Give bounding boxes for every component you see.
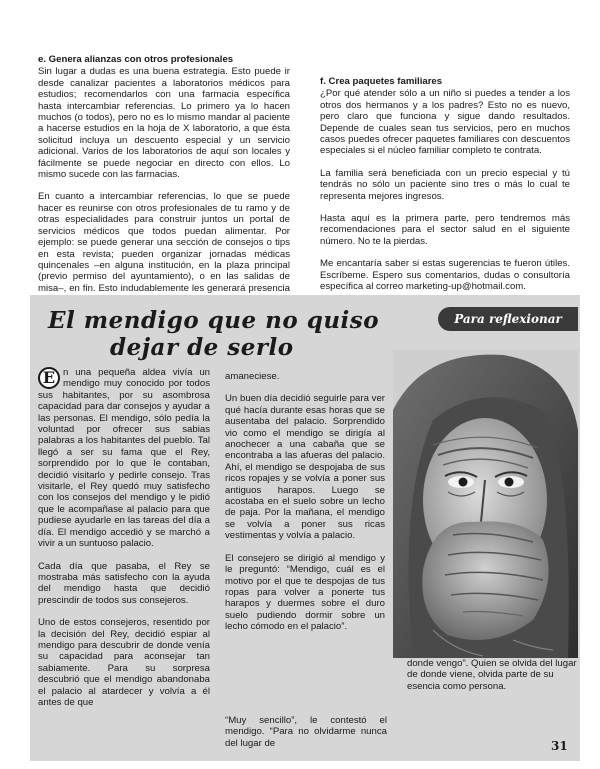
section-e-paragraph: En cuanto a intercambiar referencias, lo que se puede hacer es reunirse con otros profesionales de tu ramo y de otras especialidades para construir juntos un portal de servicios médicos que todos puedan alimentar. Por ejemplo: se puede generar una sección de consejos o tips en esta revista; pueden organizar jornadas médicas quincenales –en alguna institución, en la plaza principal (previo permiso del ayuntamiento), o en las salidas de misa–, en fin. Esto indudablemente les generará presencia: [38, 191, 290, 294]
section-f-paragraph: Me encantaría saber si estas sugerencias te fueron útiles. Escríbeme. Espero sus comentarios, dudas o consultoría específica al correo marketing-up@hotmail.com.: [320, 258, 570, 293]
page-number: 31: [551, 739, 568, 753]
story-first-paragraph-text: n una pequeña aldea vivía un mendigo muy conocido por todos sus habitantes, por su asombrosa capacidad para dar consejos y ayudar a las personas. El mendigo, sólo pedía la voluntad por ofrecer sus sabias palabras a los habitantes del pueblo. Tal llegó a ser su fama que el Rey, sorprendido por lo que le contaban, decidió visitarlo y pedirle consejo. Tras visitarle, el Rey quedó muy satisfecho con los consejos del mendigo y le pidió que le acompañase al palacio para que pudiese ayudarle en las tareas del día a día. El mendigo accedió y se marchó a vivir a un suntuoso palacio.: [38, 367, 210, 550]
story-paragraph: amaneciese.: [225, 371, 280, 382]
section-f-paragraph: La familia será beneficiada con un precio especial y tú tendrás no sólo un paciente sino tres o más lo cual te representa mejores ingresos.: [320, 167, 570, 202]
story-first-paragraph: [38, 367, 210, 550]
story-column-1: [38, 367, 210, 719]
section-f-heading: f. Crea paquetes familiares: [320, 76, 443, 87]
story-bottom-text: [225, 715, 387, 760]
story-title-line-1: El mendigo que no quiso: [48, 307, 380, 334]
section-f-paragraph: Hasta aquí es la primera parte, pero tendremos más recomendaciones para el sector salud en el siguiente número. No te la pierdas.: [320, 213, 570, 247]
section-tag: Para reflexionar: [438, 307, 578, 331]
story-title-line-2: dejar de serlo: [110, 334, 294, 361]
drop-cap: E: [38, 367, 60, 389]
story-column-2: [225, 371, 385, 644]
story-closing-text: [407, 658, 577, 703]
story-paragraph: El consejero se dirigió al mendigo y le preguntó: “Mendigo, cuál es el motivo por el que te despojas de tus ropas para volver a ponerte tus harapos y duermes sobre el duro suelo pudiendo dormir sobre un lecho cómodo en el palacio”.: [225, 552, 385, 633]
section-f-paragraph: ¿Por qué atender sólo a un niño si puedes a tender a los otros dos hermanos y a los padres? Esto no es nuevo, pero claro que funciona y sigue dando resultados. Depende de cuales sean tus servicios, pero en muchos casos puedes ofrecer paquetes familiares con descuentos especiales si el núcleo familiar completo te contrata.: [320, 88, 570, 157]
story-paragraph: donde vengo”. Quien se olvida del lugar de donde viene, olvida parte de su esencia como persona.: [407, 658, 577, 692]
story-paragraph: Uno de estos consejeros, resentido por la decisión del Rey, decidió espiar al mendigo para descubrir de donde venía su capacidad para aconsejar tan sabiamente. Para su sorpresa descubrió que el mendigo abandonaba el palacio al atardecer y volvía a él antes de que: [38, 617, 210, 708]
reflection-box: [30, 295, 580, 761]
story-paragraph: Cada día que pasaba, el Rey se mostraba más satisfecho con la ayuda del mendigo hasta que decidió prescindir de todos sus consejeros.: [38, 560, 210, 606]
section-e-column: [38, 54, 290, 317]
story-paragraph: Un buen día decidió seguirle para ver qué hacía durante esas horas que se ausentaba del palacio. Sorprendido vio como el mendigo se dirigía al anochecer a una cabaña que se encontraba a las afueras del palacio. Ahí, el mendigo se despojaba de sus ricos ropajes y se volvía a poner sus antiguos harapos. Luego se acostaba en el suelo sobre un lecho de paja. Por la mañana, el mendigo se volvía a poner sus ricas vestimentas y volvía a palacio.: [225, 393, 385, 542]
section-e-paragraph: Sin lugar a dudas es una buena estrategia. Esto puede ir desde canalizar pacientes a laboratorios médicos para estudios; recomendarlos con una farmacia específica hasta intercambiar referencias. Lo primero ya lo hacen muchos (o todos), pero no es lo mismo mandar al paciente a hacerse estudios en la hoja de X laboratorio, a que ésta solicitud incluya un descuento especial y un servicio adicional. Varios de los laboratorios de aquí son locales y fácilmente se puede negociar en directo con ellos. Lo mismo sucede con las farmacias.: [38, 66, 290, 181]
section-f-column: [320, 76, 570, 304]
section-e-heading: e. Genera alianzas con otros profesionales: [38, 54, 234, 65]
story-title: [48, 307, 408, 361]
beggar-portrait-image: [393, 350, 578, 658]
story-paragraph: “Muy sencillo”, le contestó el mendigo. “Para no olvidarme nunca del lugar de: [225, 715, 387, 749]
